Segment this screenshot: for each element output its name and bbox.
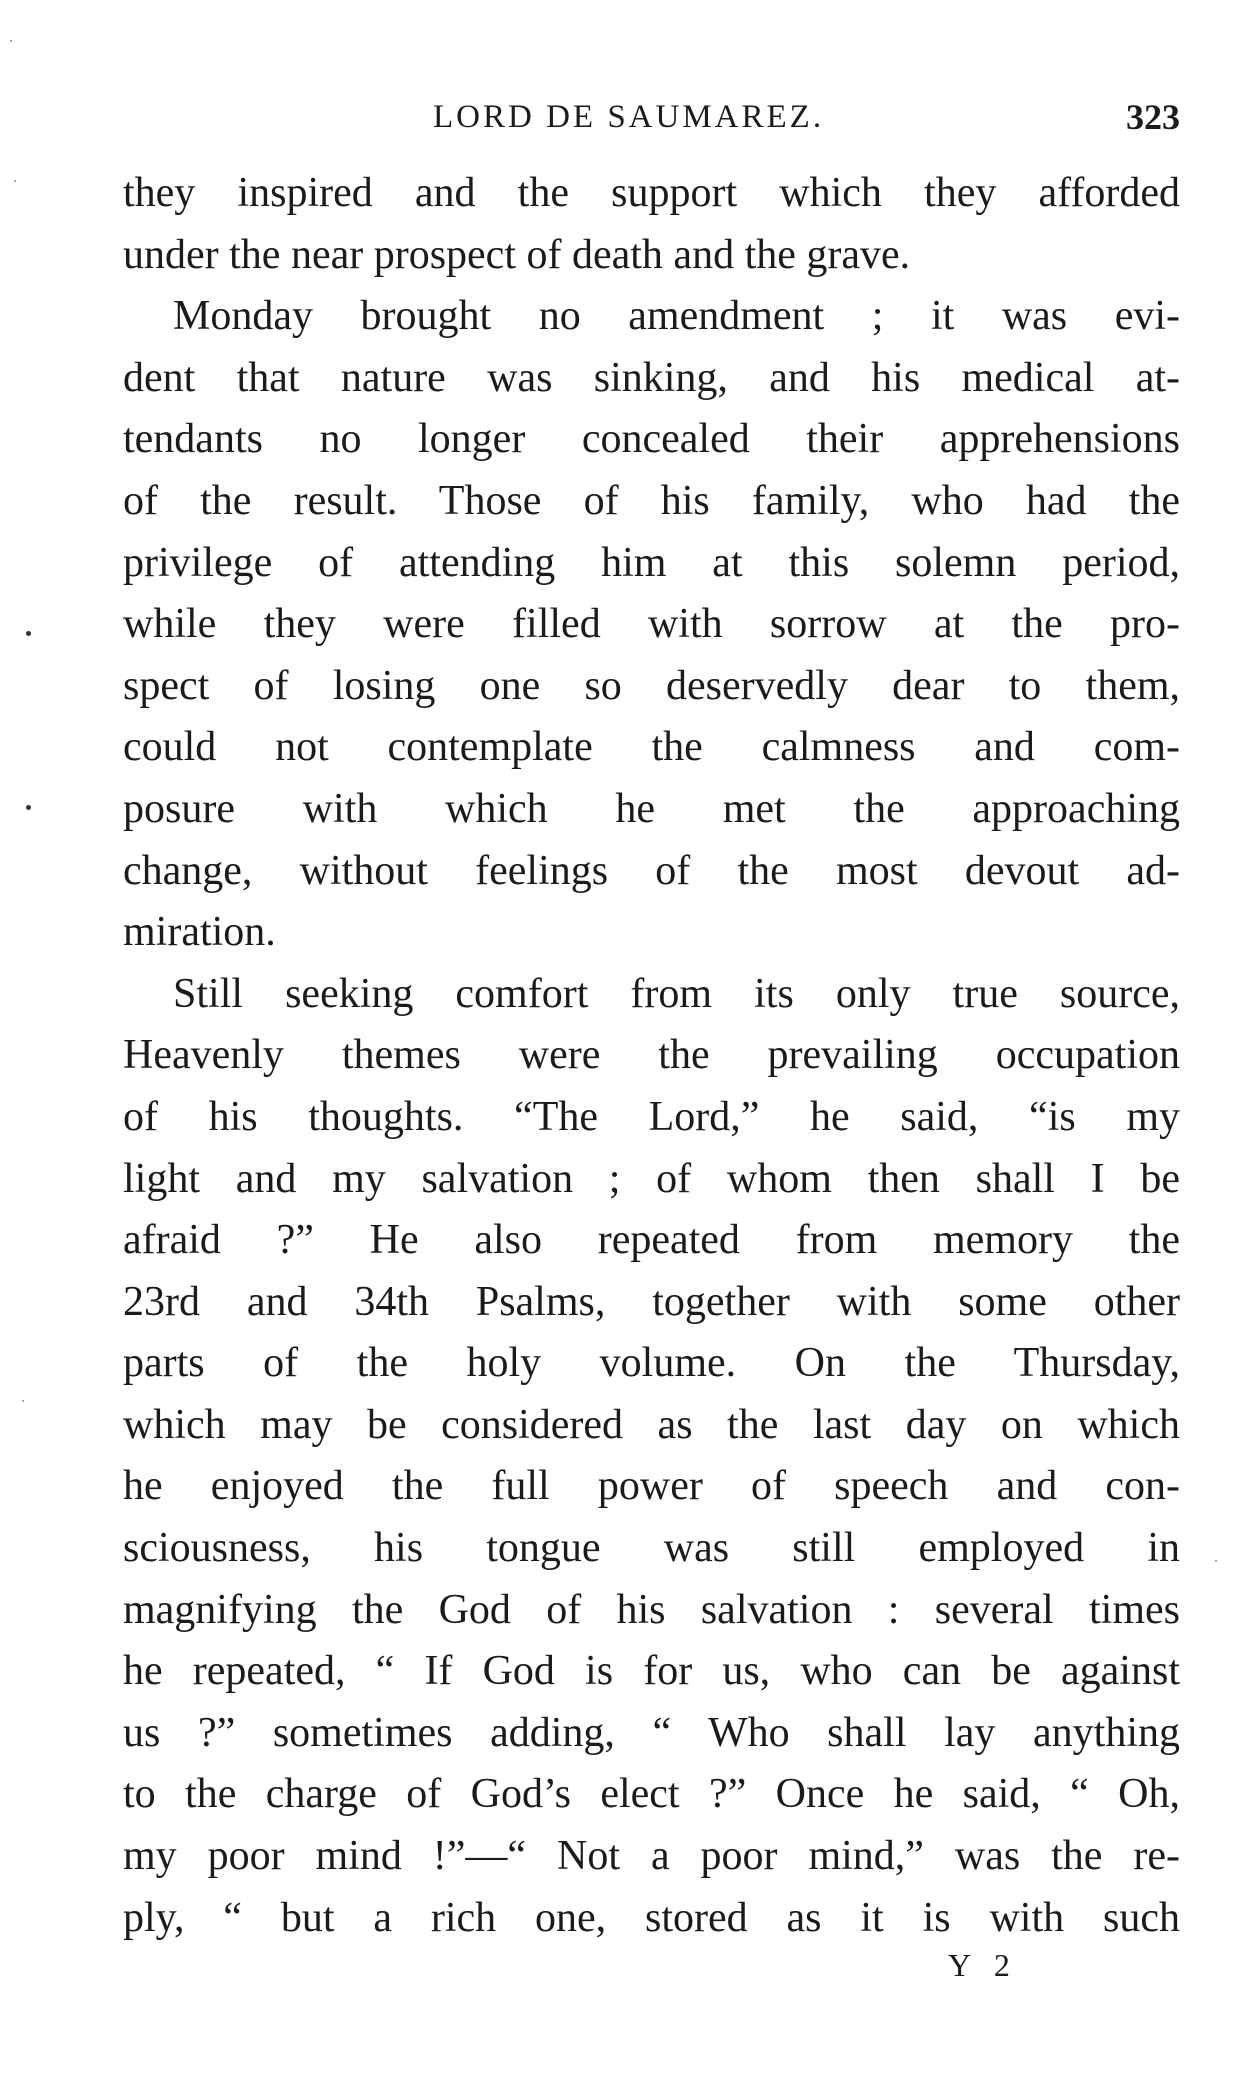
text-line: light and my salvation ; of whom then shall I be [123,1155,1180,1202]
text-line: of the result. Those of his family, who had the [123,477,1180,524]
text-line: my poor mind !”—“ Not a poor mind,” was the re- [123,1833,1180,1880]
text-line: change, without feelings of the most devout ad- [123,847,1180,894]
text-line: magnifying the God of his salvation : several times [123,1586,1180,1633]
text-line: while they were filled with sorrow at the pro- [123,601,1180,648]
paragraph-first-line: Monday brought no amendment ; it was evi- [173,293,1180,340]
margin-speck [14,180,16,182]
text-line: they inspired and the support which they afforded [123,170,1180,216]
margin-dot [26,631,31,636]
text-line: posure with which he met the approaching [123,785,1180,832]
paragraph-first-line: Still seeking comfort from its only true source, [173,970,1180,1017]
text-line: privilege of attending him at this solemn period, [123,539,1180,586]
text-line: spect of losing one so deservedly dear to them, [123,662,1180,709]
text-line: he repeated, “ If God is for us, who can be against [123,1648,1180,1695]
margin-dot [26,805,31,810]
text-line: parts of the holy volume. On the Thursday, [123,1340,1180,1387]
text-line: 23rd and 34th Psalms, together with some other [123,1278,1180,1325]
running-title: LORD DE SAUMAREZ. [433,99,825,135]
text-line: sciousness, his tongue was still employed in [123,1525,1180,1572]
text-line: ply, “ but a rich one, stored as it is with such [123,1894,1180,1941]
running-header [123,92,1180,142]
text-line: he enjoyed the full power of speech and con- [123,1463,1180,1510]
text-line: to the charge of God’s elect ?” Once he said, “ Oh, [123,1771,1180,1818]
text-line: of his thoughts. “The Lord,” he said, “is my [123,1093,1180,1140]
text-line: us ?” sometimes adding, “ Who shall lay anything [123,1709,1180,1756]
text-line: could not contemplate the calmness and com- [123,724,1180,771]
signature-mark: Y 2 [948,1947,1018,1983]
text-line: miration. [123,909,276,956]
text-line: dent that nature was sinking, and his medical at- [123,354,1180,401]
text-line: afraid ?” He also repeated from memory the [123,1217,1180,1264]
text-line: tendants no longer concealed their apprehensions [123,416,1180,463]
page-number: 323 [1126,97,1180,137]
margin-speck [10,40,12,42]
text-line: Heavenly themes were the prevailing occupation [123,1032,1180,1079]
text-line: under the near prospect of death and the grave. [123,231,911,278]
margin-speck [1215,1560,1217,1562]
margin-speck [22,1400,24,1402]
text-line: which may be considered as the last day on which [123,1401,1180,1448]
body-text [123,163,1180,1949]
